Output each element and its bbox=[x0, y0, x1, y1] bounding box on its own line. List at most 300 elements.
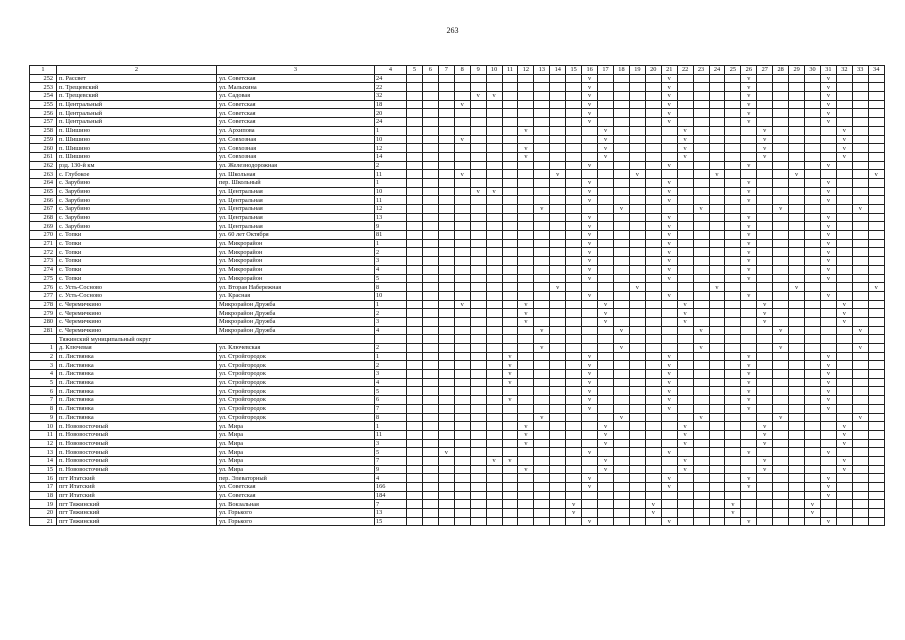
empty-cell bbox=[677, 100, 693, 109]
empty-cell bbox=[534, 387, 550, 396]
empty-cell bbox=[725, 448, 741, 457]
empty-cell bbox=[422, 500, 438, 509]
empty-cell bbox=[725, 152, 741, 161]
empty-cell bbox=[852, 317, 868, 326]
empty-cell bbox=[725, 196, 741, 205]
row-number-cell: 278 bbox=[30, 300, 57, 309]
empty-cell bbox=[661, 170, 677, 179]
empty-cell bbox=[757, 500, 773, 509]
street-cell: Микрорайон Дружба bbox=[217, 309, 375, 318]
mark-cell: v bbox=[725, 500, 741, 509]
empty-cell bbox=[805, 422, 821, 431]
empty-cell bbox=[836, 170, 852, 179]
empty-cell bbox=[534, 178, 550, 187]
empty-cell bbox=[486, 248, 502, 257]
empty-cell bbox=[741, 152, 757, 161]
row-number-cell: 13 bbox=[30, 448, 57, 457]
empty-cell bbox=[486, 231, 502, 240]
mark-cell: v bbox=[661, 396, 677, 405]
empty-cell bbox=[836, 231, 852, 240]
empty-cell bbox=[486, 178, 502, 187]
empty-cell bbox=[693, 456, 709, 465]
empty-cell bbox=[613, 387, 629, 396]
empty-cell bbox=[422, 170, 438, 179]
empty-cell bbox=[709, 509, 725, 518]
empty-cell bbox=[645, 178, 661, 187]
house-cell: 7 bbox=[375, 404, 407, 413]
empty-cell bbox=[470, 283, 486, 292]
empty-cell bbox=[645, 396, 661, 405]
mark-cell: v bbox=[661, 448, 677, 457]
empty-cell bbox=[805, 196, 821, 205]
empty-cell bbox=[693, 239, 709, 248]
column-header-26: 26 bbox=[741, 66, 757, 75]
empty-cell bbox=[741, 283, 757, 292]
empty-cell bbox=[566, 135, 582, 144]
empty-cell bbox=[773, 213, 789, 222]
empty-cell bbox=[422, 118, 438, 127]
empty-cell bbox=[454, 92, 470, 101]
empty-cell bbox=[661, 430, 677, 439]
empty-cell bbox=[486, 404, 502, 413]
empty-cell bbox=[773, 196, 789, 205]
empty-cell bbox=[582, 413, 598, 422]
column-header-13: 13 bbox=[534, 66, 550, 75]
empty-cell bbox=[502, 152, 518, 161]
empty-cell bbox=[868, 274, 884, 283]
empty-cell bbox=[805, 126, 821, 135]
empty-cell bbox=[438, 161, 454, 170]
empty-cell bbox=[518, 187, 534, 196]
empty-cell bbox=[550, 344, 566, 353]
empty-cell bbox=[757, 196, 773, 205]
empty-cell bbox=[566, 491, 582, 500]
empty-cell bbox=[725, 387, 741, 396]
empty-cell bbox=[852, 109, 868, 118]
empty-cell bbox=[407, 205, 423, 214]
empty-cell bbox=[486, 109, 502, 118]
empty-cell bbox=[454, 109, 470, 118]
mark-cell: v bbox=[741, 265, 757, 274]
empty-cell bbox=[422, 491, 438, 500]
mark-cell: v bbox=[661, 74, 677, 83]
empty-cell bbox=[757, 344, 773, 353]
empty-cell bbox=[486, 517, 502, 526]
empty-cell bbox=[454, 239, 470, 248]
empty-cell bbox=[773, 144, 789, 153]
empty-cell bbox=[757, 205, 773, 214]
empty-cell bbox=[438, 404, 454, 413]
column-header-32: 32 bbox=[836, 66, 852, 75]
empty-cell bbox=[868, 422, 884, 431]
table-row bbox=[30, 491, 885, 500]
empty-cell bbox=[550, 222, 566, 231]
empty-cell bbox=[438, 422, 454, 431]
street-cell: ул. Мира bbox=[217, 422, 375, 431]
empty-cell bbox=[470, 178, 486, 187]
empty-cell bbox=[438, 378, 454, 387]
empty-cell bbox=[486, 352, 502, 361]
empty-cell bbox=[550, 257, 566, 266]
house-cell: 8 bbox=[375, 413, 407, 422]
row-number-cell: 277 bbox=[30, 291, 57, 300]
empty-cell bbox=[438, 100, 454, 109]
empty-cell bbox=[820, 413, 836, 422]
empty-cell bbox=[709, 517, 725, 526]
empty-cell bbox=[629, 135, 645, 144]
house-cell: 13 bbox=[375, 213, 407, 222]
empty-cell bbox=[518, 370, 534, 379]
empty-cell bbox=[725, 456, 741, 465]
empty-cell bbox=[518, 456, 534, 465]
empty-cell bbox=[852, 126, 868, 135]
empty-cell bbox=[693, 309, 709, 318]
empty-cell bbox=[852, 265, 868, 274]
mark-cell: v bbox=[518, 465, 534, 474]
empty-cell bbox=[550, 118, 566, 127]
empty-cell bbox=[757, 413, 773, 422]
empty-cell bbox=[613, 491, 629, 500]
row-number-cell: 259 bbox=[30, 135, 57, 144]
row-number-cell: 16 bbox=[30, 474, 57, 483]
empty-cell bbox=[757, 378, 773, 387]
empty-cell bbox=[613, 248, 629, 257]
table-row bbox=[30, 352, 885, 361]
empty-cell bbox=[518, 361, 534, 370]
empty-cell bbox=[438, 126, 454, 135]
empty-cell bbox=[805, 178, 821, 187]
empty-cell bbox=[805, 231, 821, 240]
empty-cell bbox=[407, 448, 423, 457]
empty-cell bbox=[486, 100, 502, 109]
house-cell: 18 bbox=[375, 100, 407, 109]
empty-cell bbox=[438, 300, 454, 309]
mark-cell: v bbox=[757, 422, 773, 431]
empty-cell bbox=[502, 300, 518, 309]
mark-cell: v bbox=[598, 430, 614, 439]
empty-cell bbox=[773, 448, 789, 457]
empty-cell bbox=[566, 291, 582, 300]
empty-cell bbox=[741, 500, 757, 509]
empty-cell bbox=[422, 422, 438, 431]
empty-cell bbox=[454, 196, 470, 205]
empty-cell bbox=[566, 517, 582, 526]
empty-cell bbox=[598, 396, 614, 405]
empty-cell bbox=[773, 483, 789, 492]
empty-cell bbox=[582, 135, 598, 144]
empty-cell bbox=[773, 257, 789, 266]
empty-cell bbox=[645, 274, 661, 283]
empty-cell bbox=[438, 265, 454, 274]
empty-cell bbox=[613, 100, 629, 109]
table-row bbox=[30, 205, 885, 214]
empty-cell bbox=[454, 222, 470, 231]
empty-cell bbox=[789, 152, 805, 161]
empty-cell bbox=[613, 300, 629, 309]
empty-cell bbox=[741, 326, 757, 335]
empty-cell bbox=[613, 231, 629, 240]
mark-cell: v bbox=[661, 178, 677, 187]
empty-cell bbox=[422, 161, 438, 170]
empty-cell bbox=[518, 100, 534, 109]
empty-cell bbox=[677, 274, 693, 283]
empty-cell bbox=[422, 83, 438, 92]
empty-cell bbox=[598, 387, 614, 396]
empty-cell bbox=[757, 274, 773, 283]
empty-cell bbox=[486, 483, 502, 492]
house-cell: 3 bbox=[375, 439, 407, 448]
empty-cell bbox=[550, 456, 566, 465]
empty-cell bbox=[407, 92, 423, 101]
empty-cell bbox=[820, 144, 836, 153]
empty-cell bbox=[677, 500, 693, 509]
empty-cell bbox=[629, 344, 645, 353]
empty-cell bbox=[868, 126, 884, 135]
empty-cell bbox=[805, 205, 821, 214]
empty-cell bbox=[773, 439, 789, 448]
mark-cell: v bbox=[598, 317, 614, 326]
empty-cell bbox=[582, 465, 598, 474]
street-cell: ул. Ключевская bbox=[217, 344, 375, 353]
empty-cell bbox=[836, 378, 852, 387]
row-number-cell: 19 bbox=[30, 500, 57, 509]
empty-cell bbox=[725, 465, 741, 474]
mark-cell: v bbox=[598, 456, 614, 465]
empty-cell bbox=[566, 283, 582, 292]
column-header-11: 11 bbox=[502, 66, 518, 75]
empty-cell bbox=[773, 309, 789, 318]
empty-cell bbox=[725, 74, 741, 83]
empty-cell bbox=[836, 196, 852, 205]
street-cell: ул. Стройгородок bbox=[217, 352, 375, 361]
house-cell: 24 bbox=[375, 74, 407, 83]
mark-cell: v bbox=[454, 170, 470, 179]
empty-cell bbox=[773, 187, 789, 196]
empty-cell bbox=[438, 196, 454, 205]
settlement-cell: п. Шишино bbox=[57, 135, 217, 144]
empty-cell bbox=[789, 83, 805, 92]
street-cell: ул. Железнодорожная bbox=[217, 161, 375, 170]
mark-cell: v bbox=[773, 205, 789, 214]
empty-cell bbox=[582, 456, 598, 465]
empty-cell bbox=[486, 161, 502, 170]
empty-cell bbox=[868, 109, 884, 118]
empty-cell bbox=[613, 274, 629, 283]
empty-cell bbox=[773, 500, 789, 509]
empty-cell bbox=[422, 474, 438, 483]
empty-cell bbox=[598, 83, 614, 92]
empty-cell bbox=[725, 370, 741, 379]
empty-cell bbox=[661, 500, 677, 509]
empty-cell bbox=[693, 300, 709, 309]
section-title: Тяжинский муниципальный округ bbox=[57, 335, 375, 344]
mark-cell: v bbox=[661, 361, 677, 370]
empty-cell bbox=[629, 317, 645, 326]
column-header-17: 17 bbox=[598, 66, 614, 75]
empty-cell bbox=[534, 118, 550, 127]
mark-cell: v bbox=[566, 509, 582, 518]
empty-cell bbox=[836, 491, 852, 500]
mark-cell: v bbox=[661, 100, 677, 109]
empty-cell bbox=[805, 517, 821, 526]
empty-cell bbox=[725, 135, 741, 144]
empty-cell bbox=[613, 509, 629, 518]
empty-cell bbox=[438, 283, 454, 292]
mark-cell: v bbox=[820, 378, 836, 387]
empty-cell bbox=[805, 430, 821, 439]
empty-cell bbox=[566, 422, 582, 431]
empty-cell bbox=[677, 335, 693, 344]
empty-cell bbox=[454, 283, 470, 292]
empty-cell bbox=[598, 170, 614, 179]
settlement-cell: п. Центральный bbox=[57, 109, 217, 118]
empty-cell bbox=[677, 361, 693, 370]
empty-cell bbox=[677, 352, 693, 361]
empty-cell bbox=[470, 291, 486, 300]
empty-cell bbox=[422, 413, 438, 422]
empty-cell bbox=[518, 387, 534, 396]
empty-cell bbox=[534, 92, 550, 101]
empty-cell bbox=[629, 100, 645, 109]
mark-cell: v bbox=[582, 257, 598, 266]
empty-cell bbox=[438, 509, 454, 518]
empty-cell bbox=[709, 92, 725, 101]
empty-cell bbox=[566, 404, 582, 413]
empty-cell bbox=[454, 448, 470, 457]
empty-cell bbox=[613, 370, 629, 379]
empty-cell bbox=[422, 257, 438, 266]
empty-cell bbox=[789, 448, 805, 457]
settlement-cell: с. Черемичкино bbox=[57, 300, 217, 309]
empty-cell bbox=[438, 317, 454, 326]
empty-cell bbox=[470, 370, 486, 379]
empty-cell bbox=[502, 500, 518, 509]
row-number-cell: 262 bbox=[30, 161, 57, 170]
empty-cell bbox=[518, 352, 534, 361]
empty-cell bbox=[613, 187, 629, 196]
empty-cell bbox=[852, 178, 868, 187]
mark-cell: v bbox=[836, 135, 852, 144]
empty-cell bbox=[693, 144, 709, 153]
table-row bbox=[30, 456, 885, 465]
empty-cell bbox=[502, 517, 518, 526]
empty-cell bbox=[693, 352, 709, 361]
empty-cell bbox=[645, 378, 661, 387]
empty-cell bbox=[422, 483, 438, 492]
empty-cell bbox=[422, 309, 438, 318]
empty-cell bbox=[470, 448, 486, 457]
empty-cell bbox=[613, 135, 629, 144]
empty-cell bbox=[566, 483, 582, 492]
empty-cell bbox=[550, 144, 566, 153]
empty-cell bbox=[454, 387, 470, 396]
mark-cell: v bbox=[741, 378, 757, 387]
empty-cell bbox=[407, 178, 423, 187]
empty-cell bbox=[852, 378, 868, 387]
empty-cell bbox=[407, 144, 423, 153]
empty-cell bbox=[470, 231, 486, 240]
mark-cell: v bbox=[661, 161, 677, 170]
empty-cell bbox=[486, 170, 502, 179]
mark-cell: v bbox=[757, 430, 773, 439]
empty-cell bbox=[629, 483, 645, 492]
empty-cell bbox=[677, 118, 693, 127]
empty-cell bbox=[645, 196, 661, 205]
table-row bbox=[30, 413, 885, 422]
settlement-cell: п. Листвянка bbox=[57, 404, 217, 413]
empty-cell bbox=[582, 509, 598, 518]
mark-cell: v bbox=[852, 205, 868, 214]
empty-cell bbox=[773, 491, 789, 500]
row-number-cell: 10 bbox=[30, 422, 57, 431]
empty-cell bbox=[407, 283, 423, 292]
mark-cell: v bbox=[741, 404, 757, 413]
empty-cell bbox=[805, 100, 821, 109]
empty-cell bbox=[486, 205, 502, 214]
empty-cell bbox=[693, 118, 709, 127]
empty-cell bbox=[502, 317, 518, 326]
empty-cell bbox=[438, 83, 454, 92]
column-header-28: 28 bbox=[773, 66, 789, 75]
empty-cell bbox=[868, 248, 884, 257]
street-cell: ул. Малыхина bbox=[217, 83, 375, 92]
empty-cell bbox=[470, 170, 486, 179]
empty-cell bbox=[486, 465, 502, 474]
empty-cell bbox=[820, 170, 836, 179]
empty-cell bbox=[693, 196, 709, 205]
mark-cell: v bbox=[741, 370, 757, 379]
empty-cell bbox=[852, 422, 868, 431]
empty-cell bbox=[868, 491, 884, 500]
mark-cell: v bbox=[836, 422, 852, 431]
settlement-cell: пгт Тяжинский bbox=[57, 517, 217, 526]
mark-cell: v bbox=[550, 170, 566, 179]
settlement-cell: п. Нововосточный bbox=[57, 439, 217, 448]
empty-cell bbox=[486, 387, 502, 396]
street-cell: ул. Стройгородок bbox=[217, 404, 375, 413]
column-header-7: 7 bbox=[438, 66, 454, 75]
empty-cell bbox=[550, 439, 566, 448]
empty-cell bbox=[613, 178, 629, 187]
empty-cell bbox=[741, 430, 757, 439]
empty-cell bbox=[709, 239, 725, 248]
empty-cell bbox=[566, 326, 582, 335]
empty-cell bbox=[582, 126, 598, 135]
mark-cell: v bbox=[534, 326, 550, 335]
empty-cell bbox=[693, 187, 709, 196]
empty-cell bbox=[709, 257, 725, 266]
empty-cell bbox=[868, 291, 884, 300]
street-cell: ул. Центральная bbox=[217, 222, 375, 231]
mark-cell: v bbox=[598, 152, 614, 161]
empty-cell bbox=[773, 396, 789, 405]
table-row bbox=[30, 170, 885, 179]
empty-cell bbox=[438, 483, 454, 492]
empty-cell bbox=[629, 109, 645, 118]
empty-cell bbox=[598, 491, 614, 500]
empty-cell bbox=[852, 283, 868, 292]
empty-cell bbox=[550, 491, 566, 500]
mark-cell: v bbox=[820, 274, 836, 283]
empty-cell bbox=[550, 196, 566, 205]
empty-cell bbox=[502, 274, 518, 283]
mark-cell: v bbox=[661, 83, 677, 92]
empty-cell bbox=[725, 222, 741, 231]
mark-cell: v bbox=[820, 396, 836, 405]
settlement-cell: с. Зарубино bbox=[57, 205, 217, 214]
empty-cell bbox=[486, 413, 502, 422]
empty-cell bbox=[422, 326, 438, 335]
